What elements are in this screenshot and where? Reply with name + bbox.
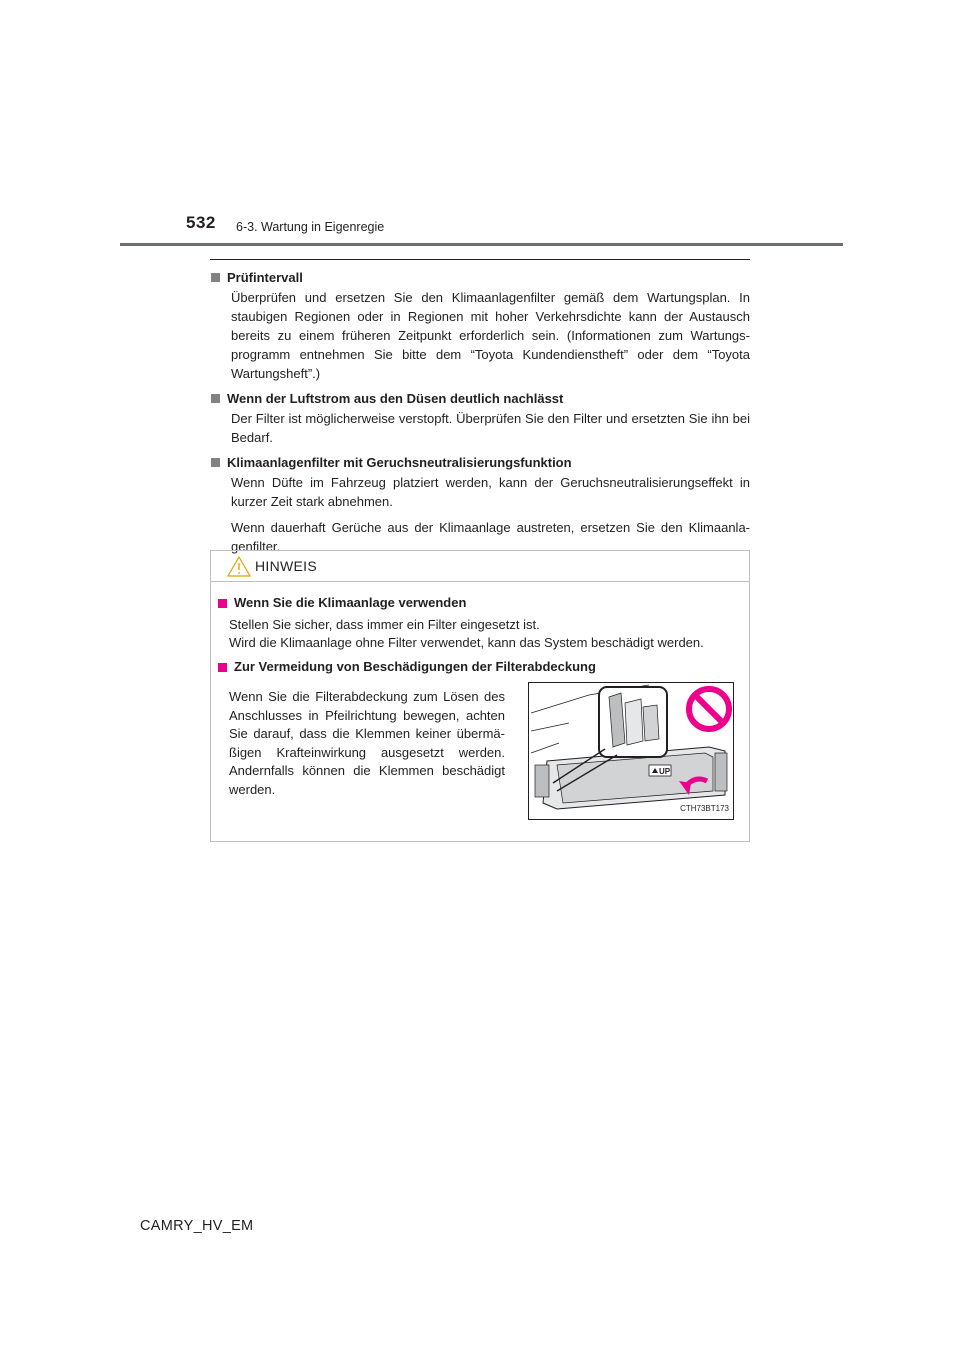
figure-code: CTH73BT173	[680, 804, 729, 813]
section-heading: Klimaanlagenfilter mit Geruchsneutralisierungsfunktion	[227, 455, 572, 470]
content-rule	[210, 259, 750, 260]
notice-body	[211, 594, 749, 813]
section-geruch	[210, 453, 750, 556]
filter-cover-illustration	[528, 682, 734, 820]
notice-header	[211, 551, 749, 582]
bullet-square-icon	[211, 273, 220, 282]
notice-line: Wird die Klimaanlage ohne Filter verwendet, kann das System beschädigt werden.	[229, 635, 704, 650]
section-title: 6-3. Wartung in Eigenregie	[236, 220, 385, 234]
bullet-square-icon	[211, 394, 220, 403]
notice-item-text: Wenn Sie die Filterabdeckung zum Lösen des Anschlusses in Pfeilrichtung bewegen, achten Sie darauf, dass die Klemmen keiner übermä- ßigen Krafteinwirkung ausgesetzt werden. Andernfalls können die Klemmen beschädigt werden.	[229, 689, 505, 797]
notice-item-filterabdeckung	[211, 658, 749, 813]
section-paragraph: Überprüfen und ersetzen Sie den Klimaanlagenfilter gemäß dem Wartungsplan. In staubigen Regionen oder in Regionen mit hoher Verkehrsdichte kann der Austausch bereits zu einem früheren Zeitpunkt erforderlich sein. (Informationen zum Wartungs- programm entnehmen Sie bitte dem “Toyota Kundendienstheft” oder dem “Toyota Wartungsheft”.)	[231, 290, 750, 381]
notice-item-heading: Zur Vermeidung von Beschädigungen der Filterabdeckung	[234, 659, 596, 674]
section-paragraph: Wenn Düfte im Fahrzeug platziert werden, kann der Geruchsneutralisierungseffekt in kurzer Zeit stark abnehmen.	[231, 475, 750, 509]
up-label: UP	[659, 767, 671, 776]
notice-title: HINWEIS	[255, 558, 317, 574]
notice-item-heading: Wenn Sie die Klimaanlage verwenden	[234, 595, 467, 610]
bullet-square-icon	[211, 458, 220, 467]
footer-model: CAMRY_HV_EM	[140, 1218, 254, 1234]
section-paragraph: Wenn dauerhaft Gerüche aus der Klimaanlage austreten, ersetzen Sie den Klimaanla- genfilter.	[231, 520, 750, 554]
section-luftstrom	[210, 389, 750, 447]
bullet-square-icon	[218, 599, 227, 608]
notice-box	[210, 550, 750, 842]
warning-icon	[227, 556, 251, 577]
section-heading: Wenn der Luftstrom aus den Düsen deutlich nachlässt	[227, 391, 564, 406]
bullet-square-icon	[218, 663, 227, 672]
main-content	[210, 268, 750, 562]
section-pruefintervall	[210, 268, 750, 383]
header-rule	[120, 243, 843, 246]
section-paragraph: Der Filter ist möglicherweise verstopft. Überprüfen Sie den Filter und ersetzten Sie ihn bei Bedarf.	[231, 411, 750, 445]
notice-line: Stellen Sie sicher, dass immer ein Filter eingesetzt ist.	[229, 617, 540, 632]
section-heading: Prüfintervall	[227, 270, 303, 285]
page-number: 532	[186, 213, 216, 232]
notice-item-klimaanlage	[211, 594, 749, 652]
